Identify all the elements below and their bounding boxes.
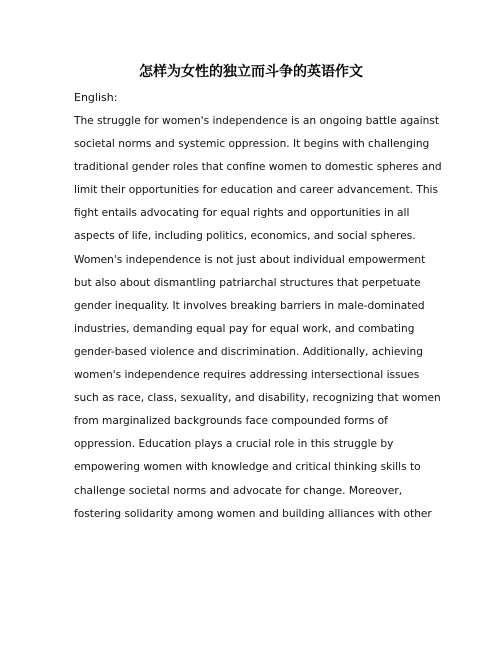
body-line: but also about dismantling patriarchal structures that perpetuate bbox=[74, 276, 421, 289]
body-line: oppression. Education plays a crucial role in this struggle by bbox=[74, 438, 394, 451]
body-line: aspects of life, including politics, economics, and social spheres. bbox=[74, 230, 416, 243]
body-line: The struggle for women's independence is an ongoing battle against bbox=[74, 115, 439, 127]
body-line: industries, demanding equal pay for equal work, and combating bbox=[74, 322, 415, 335]
body-line: fight entails advocating for equal rights and opportunities in all bbox=[74, 207, 410, 220]
document-title: 怎样为女性的独立而斗争的英语作文 bbox=[139, 64, 363, 80]
body-line: women's independence requires addressing intersectional issues bbox=[74, 369, 420, 382]
body-line: limit their opportunities for education and career advancement. This bbox=[74, 184, 438, 197]
body-line: from marginalized backgrounds face compounded forms of bbox=[74, 415, 388, 428]
body-line: challenge societal norms and advocate for change. Moreover, bbox=[74, 484, 403, 497]
language-label: English: bbox=[74, 91, 118, 104]
body-line: such as race, class, sexuality, and disability, recognizing that women bbox=[74, 392, 441, 405]
body-line: Women's independence is not just about individual empowerment bbox=[74, 253, 426, 266]
body-line: gender-based violence and discrimination. Additionally, achieving bbox=[74, 345, 423, 358]
essay-body bbox=[74, 110, 442, 526]
body-line: empowering women with knowledge and critical thinking skills to bbox=[74, 461, 421, 474]
body-line: gender inequality. It involves breaking barriers in male-dominated bbox=[74, 299, 425, 312]
body-line: traditional gender roles that confine women to domestic spheres and bbox=[74, 161, 442, 174]
body-line: societal norms and systemic oppression. It begins with challenging bbox=[74, 138, 430, 151]
body-line: fostering solidarity among women and building alliances with other bbox=[74, 507, 432, 520]
